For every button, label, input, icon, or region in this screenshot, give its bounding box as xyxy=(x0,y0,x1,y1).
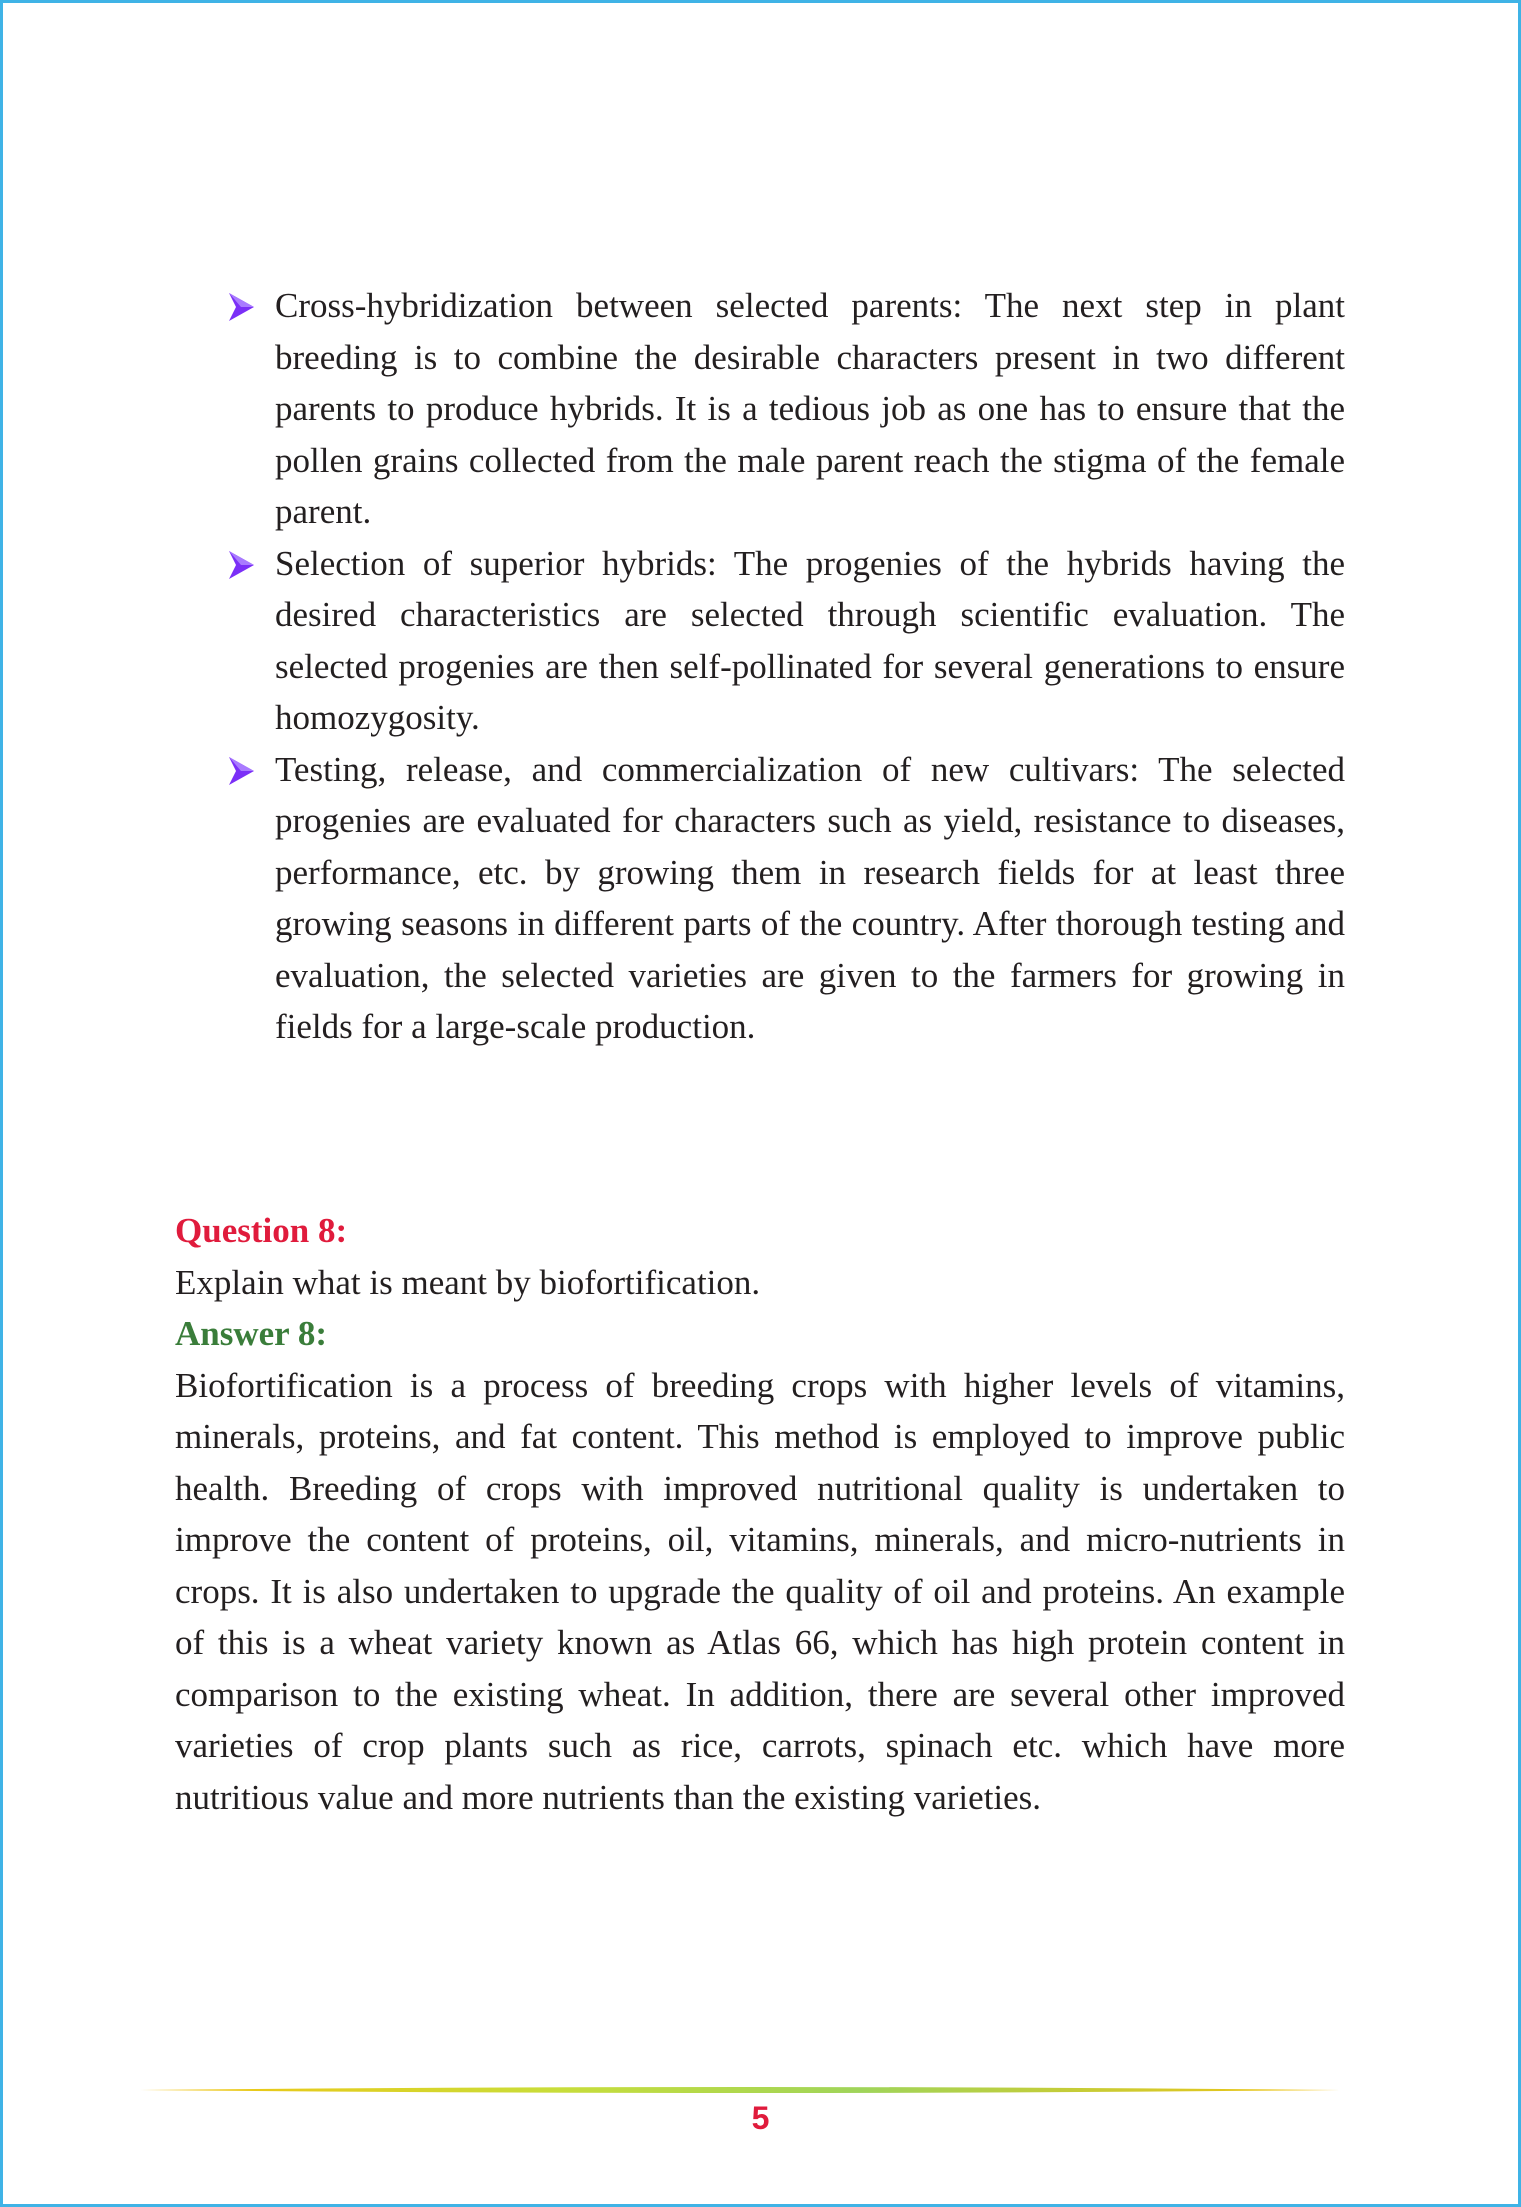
bullet-text: Testing, release, and commercialization of new cultivars: The selected progenies are evaluated for characters such as yield, resistance to diseases, performance, etc. by growing them in research fields for at least three growing seasons in different parts of the country. After thorough testing and evaluation, the selected varieties are given to the farmers for growing in fields for a large-scale production. xyxy=(275,749,1345,1046)
arrow-bullet-icon xyxy=(227,292,255,322)
arrow-bullet-icon xyxy=(227,550,255,580)
list-item xyxy=(175,744,1345,1053)
list-item xyxy=(175,538,1345,744)
question-answer-block xyxy=(175,1205,1345,1823)
bullet-text: Cross-hybridization between selected parents: The next step in plant breeding is to combine the desirable characters present in two different parents to produce hybrids. It is a tedious job as one has to ensure that the pollen grains collected from the male parent reach the stigma of the female parent. xyxy=(275,286,1345,531)
question-label: Question 8: xyxy=(175,1211,348,1250)
list-item xyxy=(175,280,1345,538)
bullet-list xyxy=(175,280,1345,1053)
footer-divider xyxy=(140,2084,1340,2096)
arrow-bullet-icon xyxy=(227,756,255,786)
answer-text: Biofortification is a process of breeding crops with higher levels of vitamins, minerals, proteins, and fat content. This method is employed to improve public health. Breeding of crops with improved nutritional quality is undertaken to improve the content of proteins, oil, vitamins, minerals, and micro-nutrients in crops. It is also undertaken to upgrade the quality of oil and proteins. An example of this is a wheat variety known as Atlas 66, which has high protein content in comparison to the existing wheat. In addition, there are several other improved varieties of crop plants such as rice, carrots, spinach etc. which have more nutritious value and more nutrients than the existing varieties. xyxy=(175,1365,1345,1817)
question-text: Explain what is meant by biofortification. xyxy=(175,1262,761,1302)
bullet-text: Selection of superior hybrids: The progenies of the hybrids having the desired characteristics are selected through scientific evaluation. The selected progenies are then self-pollinated for several generations to ensure homozygosity. xyxy=(275,543,1345,737)
bullet-section xyxy=(175,280,1345,1053)
answer-label: Answer 8: xyxy=(175,1314,327,1353)
page-number: 5 xyxy=(751,2100,770,2136)
